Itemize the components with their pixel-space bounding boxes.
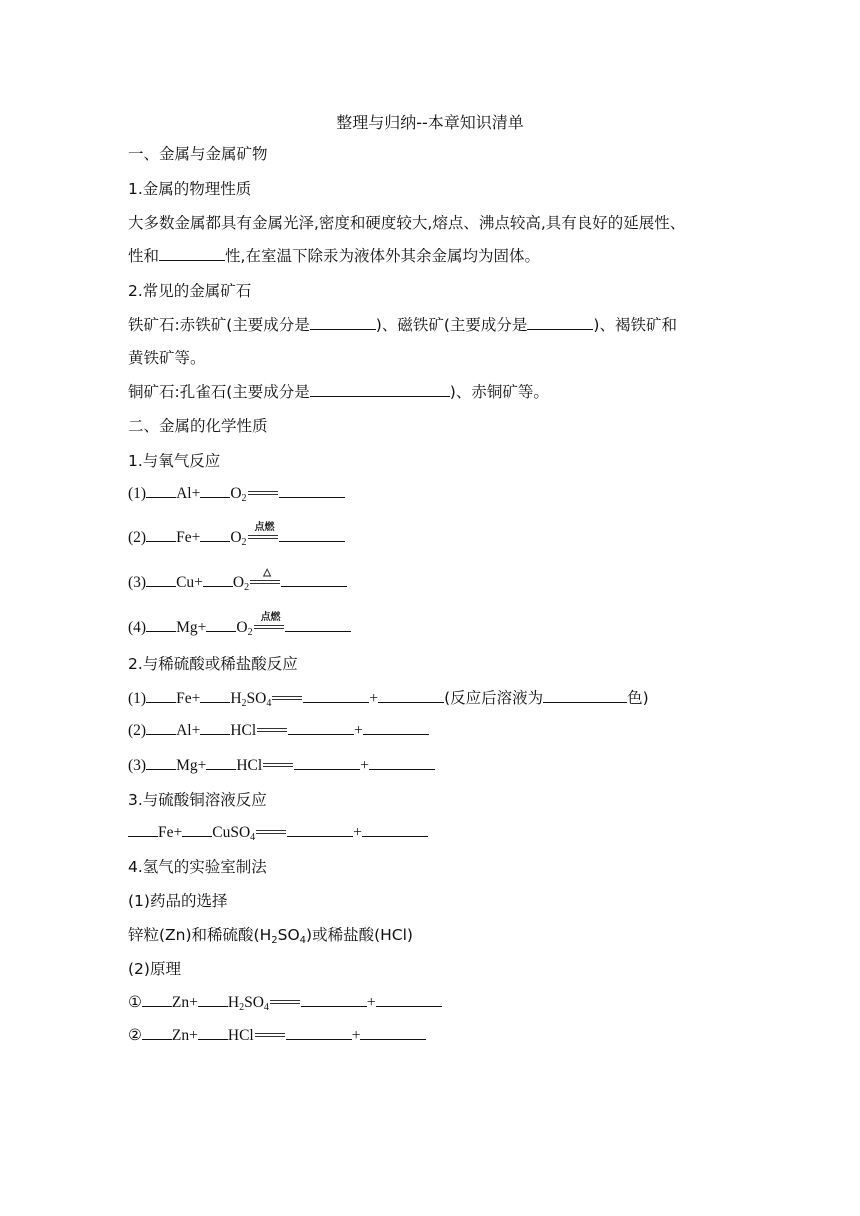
paragraph-physical-1: 大多数金属都具有金属光泽,密度和硬度较大,熔点、沸点较高,具有良好的延展性、 xyxy=(128,214,686,232)
product-blank[interactable] xyxy=(281,572,347,587)
reactant: CuSO xyxy=(212,824,251,841)
reactant: Mg+ xyxy=(176,619,207,636)
coefficient-blank[interactable] xyxy=(200,688,230,703)
subheading-copper-sulfate: 3.与硫酸铜溶液反应 xyxy=(128,791,267,809)
subscript: 4 xyxy=(263,1002,269,1013)
equation-acid-1 xyxy=(128,687,649,715)
subscript: 2 xyxy=(239,1002,245,1013)
product-blank[interactable] xyxy=(287,822,353,837)
equation-number: (2) xyxy=(128,529,147,546)
equals-sign xyxy=(250,567,280,588)
coefficient-blank[interactable] xyxy=(146,527,176,542)
coefficient-blank[interactable] xyxy=(146,720,176,735)
page-title: 整理与归纳--本章知识清单 xyxy=(336,113,524,132)
equation-number: (4) xyxy=(128,619,147,636)
paragraph-physical-2 xyxy=(128,245,540,267)
coefficient-blank[interactable] xyxy=(206,755,236,770)
product-blank[interactable] xyxy=(362,822,428,837)
paragraph-copper-ore xyxy=(128,381,549,403)
paragraph-iron-ore xyxy=(128,314,677,336)
note-text: (反应后溶液为 xyxy=(444,689,544,707)
coefficient-blank[interactable] xyxy=(146,688,176,703)
reactant: H xyxy=(230,690,242,707)
coefficient-blank[interactable] xyxy=(146,572,176,587)
reactant: HCl xyxy=(230,722,257,739)
coefficient-blank[interactable] xyxy=(200,483,230,498)
equation-zinc-1 xyxy=(128,992,442,1019)
paragraph-iron-ore-2: 黄铁矿等。 xyxy=(128,349,206,367)
equals-sign xyxy=(257,726,287,736)
text: 性和 xyxy=(128,247,160,265)
condition-ignite: 点燃 xyxy=(260,612,281,624)
subscript: 2 xyxy=(241,493,247,504)
product-blank[interactable] xyxy=(369,755,435,770)
equation-acid-2 xyxy=(128,720,429,742)
equals-sign xyxy=(248,522,278,543)
equation-copper-sulfate xyxy=(128,822,428,849)
note-text: 色) xyxy=(627,689,649,707)
reactant: HCl xyxy=(236,757,263,774)
subscript: 2 xyxy=(241,698,247,709)
equation-oxygen-3 xyxy=(128,567,347,599)
reactant: SO xyxy=(246,690,267,707)
equation-number: (3) xyxy=(128,757,147,774)
equation-acid-3 xyxy=(128,755,435,777)
reactant: Al+ xyxy=(176,722,201,739)
fill-blank[interactable] xyxy=(159,246,225,261)
product-blank[interactable] xyxy=(279,483,345,498)
reactant: HCl xyxy=(227,1027,254,1044)
plus-sign: + xyxy=(360,757,369,774)
equation-number: (1) xyxy=(128,485,147,502)
equals-sign xyxy=(256,828,286,838)
plus-sign: + xyxy=(366,994,376,1011)
text: 铁矿石:赤铁矿(主要成分是 xyxy=(128,316,310,334)
reactant: Fe+ xyxy=(176,529,201,546)
fill-blank[interactable] xyxy=(310,382,450,397)
coefficient-blank[interactable] xyxy=(142,992,172,1007)
equation-number: (1) xyxy=(128,690,147,707)
condition-heat-icon: △ xyxy=(263,567,271,579)
subscript: 2 xyxy=(244,582,250,593)
subheading-oxygen: 1.与氧气反应 xyxy=(128,452,221,470)
subscript: 4 xyxy=(299,935,307,946)
reactant: Fe+ xyxy=(176,690,201,707)
subscript: 2 xyxy=(241,537,247,548)
text: )或稀盐酸(HCl) xyxy=(306,926,413,944)
fill-blank[interactable] xyxy=(310,315,376,330)
product-blank[interactable] xyxy=(378,688,444,703)
text: )、赤铜矿等。 xyxy=(449,383,549,401)
subscript: 4 xyxy=(266,698,272,709)
product-blank[interactable] xyxy=(279,527,345,542)
product-blank[interactable] xyxy=(285,617,351,632)
equation-oxygen-4 xyxy=(128,612,351,644)
subheading-acid: 2.与稀硫酸或稀盐酸反应 xyxy=(128,655,298,673)
reactant: O xyxy=(230,485,242,502)
product-blank[interactable] xyxy=(301,992,367,1007)
text: )、磁铁矿(主要成分是 xyxy=(375,316,528,334)
coefficient-blank[interactable] xyxy=(198,1025,228,1040)
text: 铜矿石:孔雀石(主要成分是 xyxy=(128,383,310,401)
subheading-principle: (2)原理 xyxy=(128,960,181,978)
equals-sign xyxy=(263,761,293,771)
text: 锌粒(Zn)和稀硫酸(H xyxy=(128,926,272,944)
paragraph-drugs xyxy=(128,924,413,952)
coefficient-blank[interactable] xyxy=(142,1025,172,1040)
equation-oxygen-2 xyxy=(128,522,345,554)
coefficient-blank[interactable] xyxy=(200,527,230,542)
reactant: O xyxy=(232,574,245,591)
section-heading-2: 二、金属的化学性质 xyxy=(128,417,268,435)
equation-number: ② xyxy=(128,1027,142,1044)
reactant: SO xyxy=(244,994,264,1011)
product-blank[interactable] xyxy=(303,688,369,703)
subheading-physical-properties: 1.金属的物理性质 xyxy=(128,180,252,198)
color-blank[interactable] xyxy=(543,688,627,703)
text: )、褐铁矿和 xyxy=(593,316,677,334)
equation-number: ① xyxy=(128,994,142,1011)
coefficient-blank[interactable] xyxy=(182,822,212,837)
equation-zinc-2 xyxy=(128,1025,426,1047)
coefficient-blank[interactable] xyxy=(146,755,176,770)
equals-sign xyxy=(254,612,284,633)
reactant: Mg+ xyxy=(176,757,207,774)
coefficient-blank[interactable] xyxy=(146,617,176,632)
product-blank[interactable] xyxy=(363,720,429,735)
subscript: 4 xyxy=(250,832,256,843)
reactant: O xyxy=(230,529,242,546)
product-blank[interactable] xyxy=(360,1025,426,1040)
text: SO xyxy=(277,926,300,944)
equation-number: (3) xyxy=(128,574,147,591)
reactant: Zn+ xyxy=(171,1027,198,1044)
equals-sign xyxy=(255,1031,285,1041)
coefficient-blank[interactable] xyxy=(200,720,230,735)
reactant: Cu+ xyxy=(176,574,203,591)
coefficient-blank[interactable] xyxy=(203,572,233,587)
equals-sign xyxy=(272,694,302,704)
condition-ignite: 点燃 xyxy=(254,522,275,534)
equals-sign xyxy=(270,998,300,1008)
reactant: H xyxy=(227,994,240,1011)
plus-sign: + xyxy=(369,690,379,707)
subscript: 2 xyxy=(247,627,253,638)
reactant: Fe+ xyxy=(158,824,183,841)
fill-blank[interactable] xyxy=(527,315,593,330)
reactant: O xyxy=(236,619,248,636)
subheading-ores: 2.常见的金属矿石 xyxy=(128,282,252,300)
product-blank[interactable] xyxy=(294,755,360,770)
reactant: Al+ xyxy=(176,485,201,502)
coefficient-blank[interactable] xyxy=(128,822,158,837)
subscript: 2 xyxy=(271,935,278,946)
coefficient-blank[interactable] xyxy=(206,617,236,632)
plus-sign: + xyxy=(351,1027,361,1044)
product-blank[interactable] xyxy=(286,1025,352,1040)
equation-number: (2) xyxy=(128,722,147,739)
subheading-hydrogen: 4.氢气的实验室制法 xyxy=(128,858,267,876)
plus-sign: + xyxy=(353,824,362,841)
coefficient-blank[interactable] xyxy=(146,483,176,498)
equals-sign xyxy=(248,489,278,499)
equation-oxygen-1 xyxy=(128,483,345,510)
product-blank[interactable] xyxy=(376,992,442,1007)
subheading-drug-selection: (1)药品的选择 xyxy=(128,892,228,910)
plus-sign: + xyxy=(354,722,363,739)
product-blank[interactable] xyxy=(288,720,354,735)
text: 性,在室温下除汞为液体外其余金属均为固体。 xyxy=(225,247,540,265)
reactant: Zn+ xyxy=(171,994,198,1011)
section-heading-1: 一、金属与金属矿物 xyxy=(128,145,268,163)
coefficient-blank[interactable] xyxy=(198,992,228,1007)
